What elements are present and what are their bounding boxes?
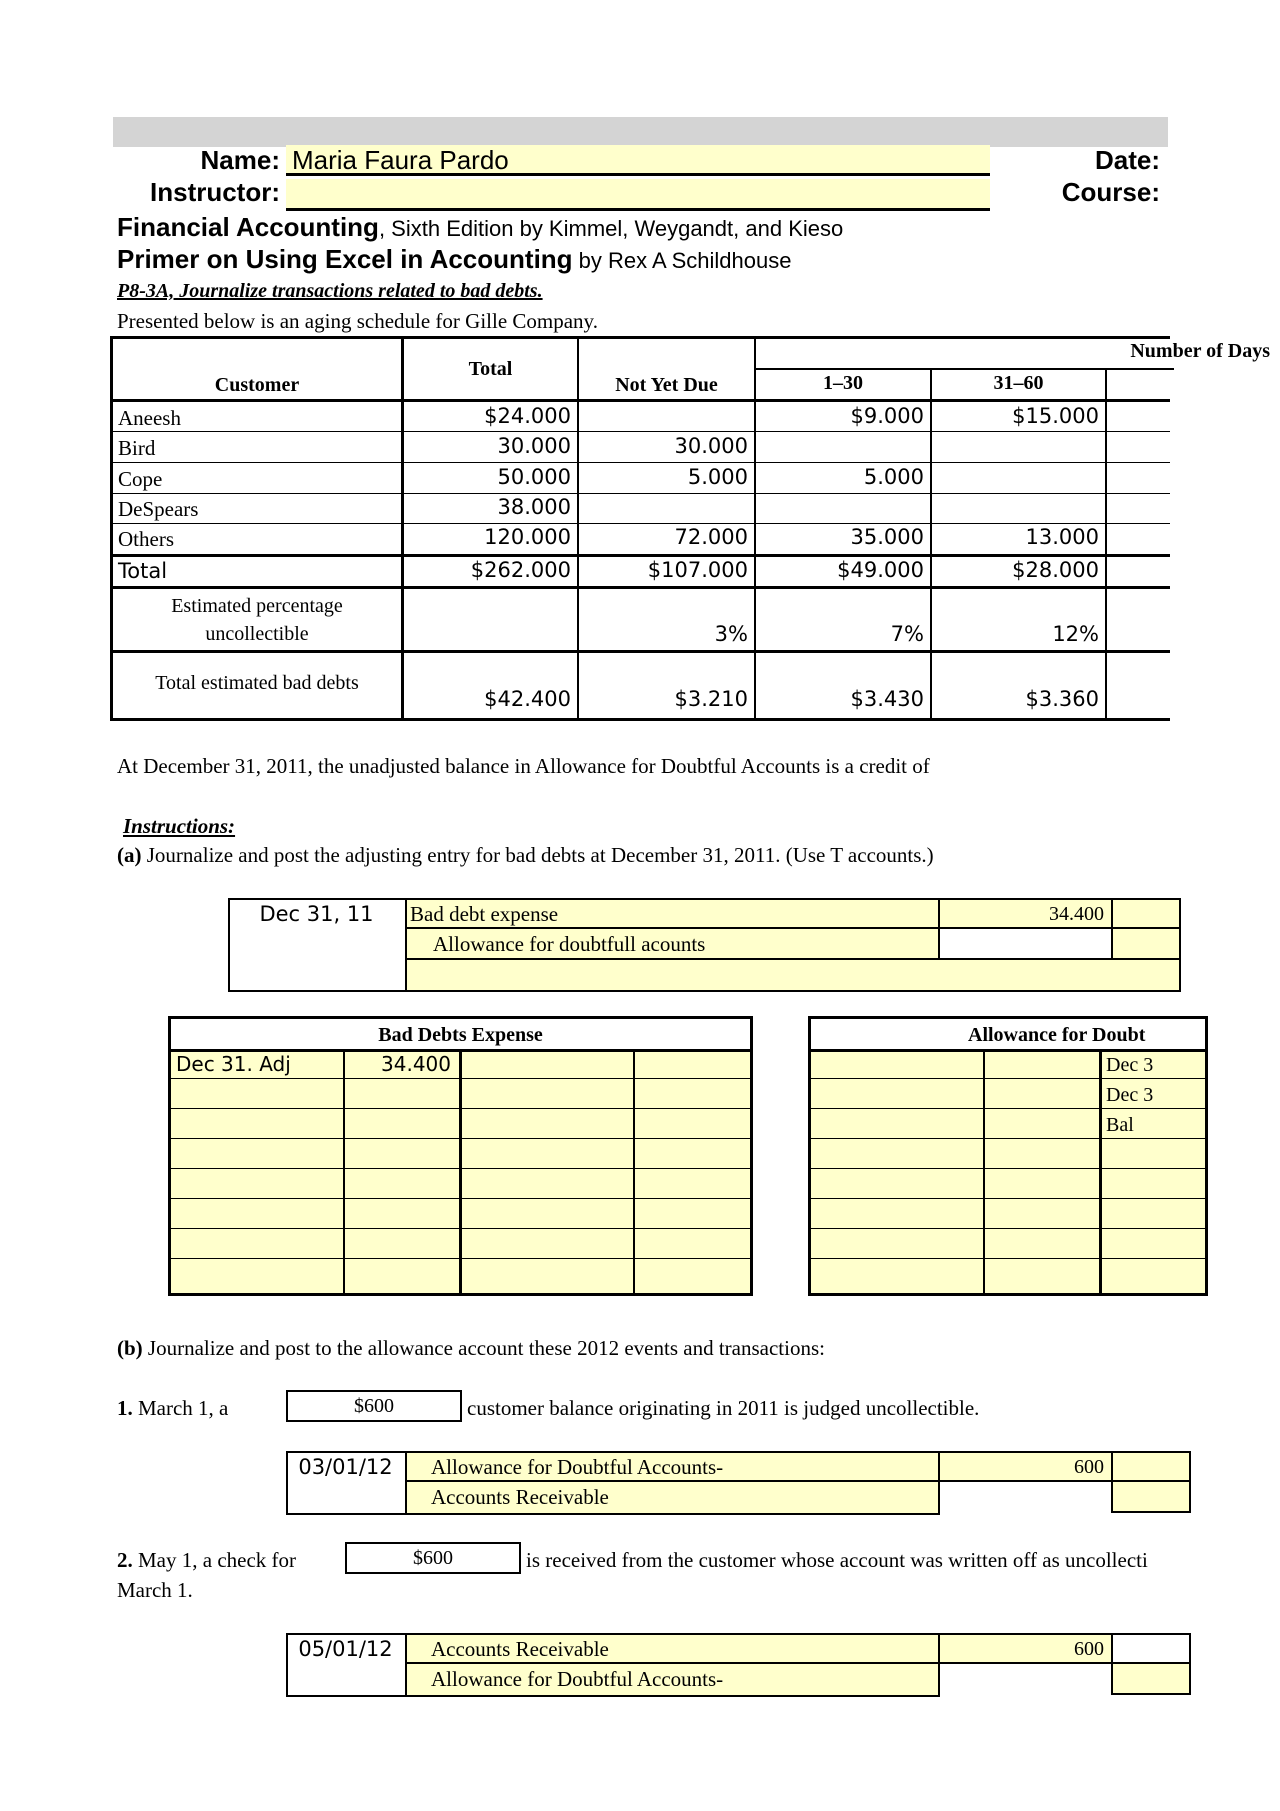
journal-a-date: Dec 31, 11 xyxy=(259,902,374,926)
total-row-31-60: $28.000 xyxy=(1012,558,1099,582)
instruction-a-label: (a) xyxy=(117,843,142,867)
row-customer: Aneesh xyxy=(118,406,181,430)
instructor-label: Instructor: xyxy=(150,177,280,207)
col-31-60: 31–60 xyxy=(993,372,1044,394)
journal-a-line1-debit: 34.400 xyxy=(1049,903,1104,925)
j1-amount: 600 xyxy=(1074,1456,1104,1478)
row-not-yet-due: 30.000 xyxy=(674,434,748,458)
row-31-60: $15.000 xyxy=(1012,404,1099,428)
journal-a-line1-account: Bad debt expense xyxy=(410,902,559,926)
row-1-30: 35.000 xyxy=(850,525,924,549)
t-account-allowance xyxy=(808,1016,1208,1296)
item1-text xyxy=(117,1396,228,1421)
j2-credit-cell[interactable] xyxy=(1111,1662,1191,1695)
item1-amount-input[interactable]: $600 xyxy=(286,1390,462,1422)
t-bad-debts-entry-label: Dec 31. Adj xyxy=(176,1052,291,1076)
j2-line1: Accounts Receivable xyxy=(431,1637,609,1661)
row-total: 120.000 xyxy=(484,525,571,549)
row-not-yet-due: 72.000 xyxy=(674,525,748,549)
item1-post: customer balance originating in 2011 is judged uncollectible. xyxy=(467,1396,980,1420)
t-bad-debts-title: Bad Debts Expense xyxy=(378,1024,543,1046)
name-field[interactable]: Maria Faura Pardo xyxy=(286,145,990,176)
bad-debts-row-not-yet-due: $3.210 xyxy=(674,687,748,711)
pct-row-label xyxy=(113,592,401,648)
row-total: 50.000 xyxy=(497,465,571,489)
journal-entry-1 xyxy=(286,1451,1186,1515)
j2-amount: 600 xyxy=(1074,1638,1104,1660)
journal-a-line2-credit-cell[interactable] xyxy=(1111,927,1181,960)
pct-row-31-60: 12% xyxy=(1052,622,1099,646)
pct-row-1-30: 7% xyxy=(890,622,924,646)
j1-line2: Accounts Receivable xyxy=(431,1485,609,1509)
t-allowance-label: Dec 3 xyxy=(1106,1084,1154,1106)
book-title-2-rest: by Rex A Schildhouse xyxy=(572,248,792,273)
bad-debts-row-label: Total estimated bad debts xyxy=(155,672,359,694)
top-bar xyxy=(113,117,1168,147)
book-title-1-bold: Financial Accounting xyxy=(117,212,379,242)
t-allowance-label: Bal xyxy=(1106,1114,1134,1136)
t-account-bad-debts-expense xyxy=(168,1016,753,1296)
j1-credit-cell[interactable] xyxy=(1111,1480,1191,1513)
date-label: Date: xyxy=(1094,145,1160,175)
bad-debts-row-1-30: $3.430 xyxy=(850,687,924,711)
book-title-1 xyxy=(117,212,843,243)
aging-schedule-table xyxy=(110,336,1270,722)
row-total: 30.000 xyxy=(497,434,571,458)
total-row-total: $262.000 xyxy=(470,558,571,582)
pct-row-label-line1: Estimated percentage xyxy=(171,595,343,617)
book-title-1-rest: , Sixth Edition by Kimmel, Weygandt, and Kieso xyxy=(378,216,844,241)
row-not-yet-due: 5.000 xyxy=(687,465,748,489)
row-customer: Bird xyxy=(118,436,156,460)
t-allowance-label: Dec 3 xyxy=(1106,1054,1154,1076)
item2-post: is received from the customer whose account was written off as uncollecti xyxy=(526,1548,1148,1572)
pct-row-not-yet-due: 3% xyxy=(714,622,748,646)
bad-debts-row-total: $42.400 xyxy=(484,687,571,711)
part-b-text xyxy=(117,1336,825,1361)
total-row-1-30: $49.000 xyxy=(837,558,924,582)
row-customer: Others xyxy=(118,527,174,551)
part-b-label: (b) xyxy=(117,1336,143,1360)
j2-date: 05/01/12 xyxy=(298,1637,393,1661)
book-title-2-bold: Primer on Using Excel in Accounting xyxy=(117,244,573,274)
number-of-days-header: Number of Days xyxy=(1130,340,1270,362)
pct-row-label-line2: uncollectible xyxy=(205,623,309,645)
part-b-description: Journalize and post to the allowance account these 2012 events and transactions: xyxy=(142,1336,825,1360)
row-1-30: $9.000 xyxy=(850,404,924,428)
row-total: 38.000 xyxy=(497,495,571,519)
col-1-30: 1–30 xyxy=(823,372,863,394)
balance-text: At December 31, 2011, the unadjusted balance in Allowance for Doubtful Accounts is a credit of xyxy=(117,754,930,778)
item1-pre: March 1, a xyxy=(132,1396,229,1420)
journal-entry-a xyxy=(228,898,1173,992)
journal-a-line3-cell[interactable] xyxy=(405,958,1181,992)
name-label: Name: xyxy=(200,145,280,175)
journal-a-line2-debit-cell[interactable] xyxy=(938,927,1113,960)
j1-line1: Allowance for Doubtful Accounts- xyxy=(431,1455,724,1479)
item2-pre: May 1, a check for xyxy=(132,1548,297,1572)
item1-num: 1. xyxy=(117,1396,133,1420)
item2-num: 2. xyxy=(117,1548,133,1572)
j1-date: 03/01/12 xyxy=(298,1455,393,1479)
course-label: Course: xyxy=(1061,177,1160,207)
journal-a-line2-account: Allowance for doubtfull acounts xyxy=(433,932,706,956)
item2-text xyxy=(117,1548,296,1573)
instructor-field[interactable] xyxy=(286,179,990,211)
journal-entry-2 xyxy=(286,1633,1186,1697)
total-row-label: Total xyxy=(118,559,168,583)
t-allowance-title: Allowance for Doubt xyxy=(968,1024,1146,1046)
t-bad-debts-entry-amount: 34.400 xyxy=(381,1052,451,1076)
row-31-60: 13.000 xyxy=(1025,525,1099,549)
total-row-not-yet-due: $107.000 xyxy=(647,558,748,582)
book-title-2 xyxy=(117,244,791,275)
col-total: Total xyxy=(468,358,513,380)
row-customer: Cope xyxy=(118,467,163,491)
problem-id: P8-3A, Journalize transactions related to bad debts. xyxy=(117,280,543,302)
row-1-30: 5.000 xyxy=(863,465,924,489)
item2-amount-input[interactable]: $600 xyxy=(345,1542,521,1574)
instructions-heading: Instructions: xyxy=(123,814,236,838)
bad-debts-row-31-60: $3.360 xyxy=(1025,687,1099,711)
col-not-yet-due: Not Yet Due xyxy=(615,374,718,396)
col-customer: Customer xyxy=(214,374,300,396)
row-total: $24.000 xyxy=(484,404,571,428)
row-customer: DeSpears xyxy=(118,497,199,521)
problem-intro: Presented below is an aging schedule for Gille Company. xyxy=(117,309,598,333)
instruction-a xyxy=(117,843,934,868)
instruction-a-text: Journalize and post the adjusting entry for bad debts at December 31, 2011. (Use T accounts.) xyxy=(141,843,934,867)
j2-line2: Allowance for Doubtful Accounts- xyxy=(431,1667,724,1691)
item2-line2: March 1. xyxy=(117,1578,193,1602)
